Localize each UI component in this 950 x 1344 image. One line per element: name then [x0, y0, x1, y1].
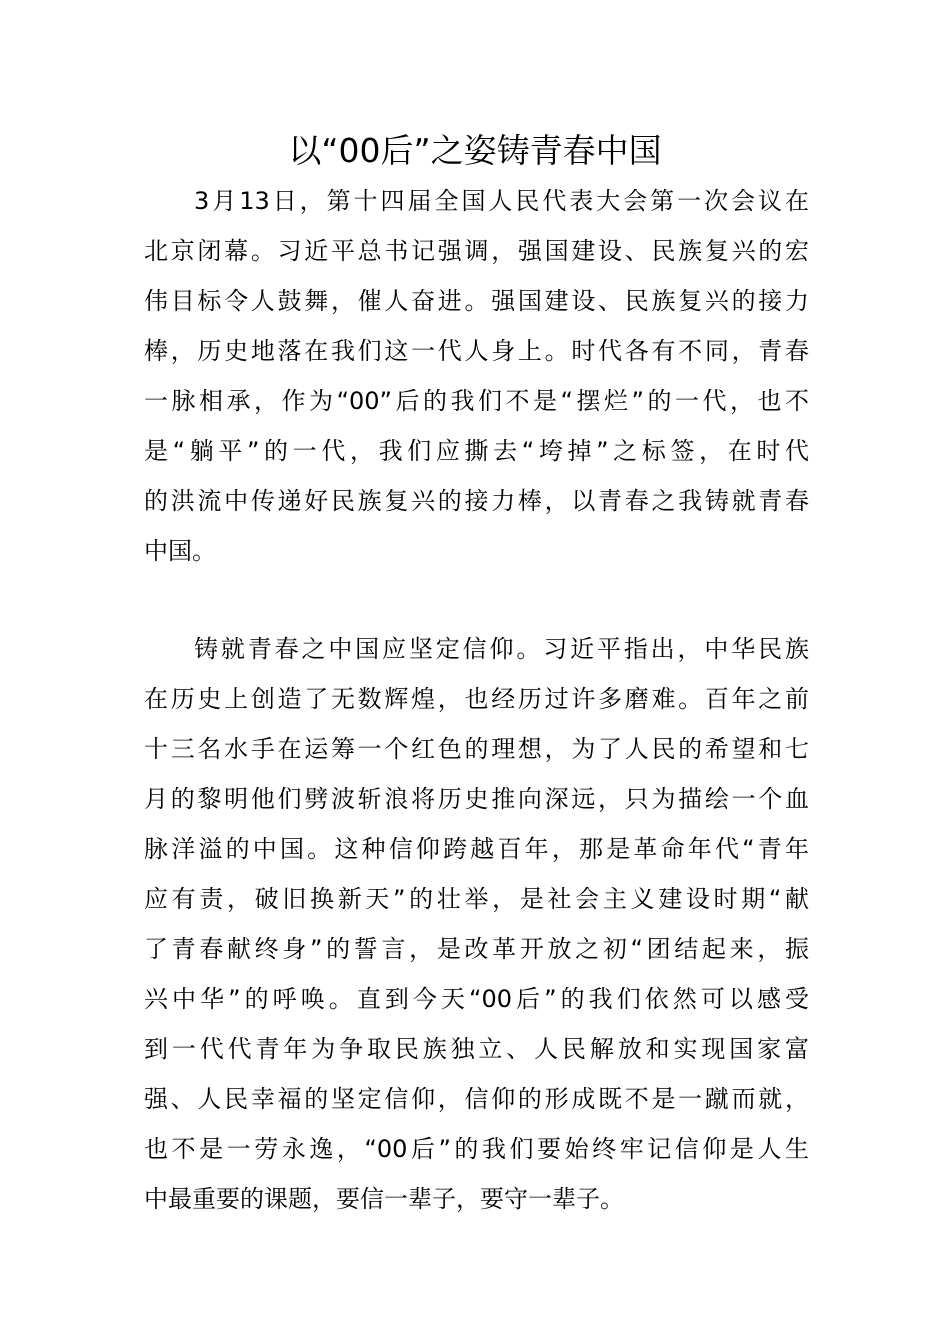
paragraph-line: 脉洋溢的中国。这种信仰跨越百年，那是革命年代“青年	[144, 835, 809, 863]
paragraph-line: 一脉相承，作为“00”后的我们不是“摆烂”的一代，也不	[144, 387, 809, 415]
paragraph-line: 中最重要的课题，要信一辈子，要守一辈子。	[144, 1185, 624, 1213]
paragraph-line: 月的黎明他们劈波斩浪将历史推向深远，只为描绘一个血	[144, 785, 809, 813]
paragraph-2	[144, 624, 809, 1224]
paragraph-line: 3月13日，第十四届全国人民代表大会第一次会议在	[194, 187, 809, 215]
paragraph-line: 兴中华”的呼唤。直到今天“00后”的我们依然可以感受	[144, 985, 809, 1013]
paragraph-line: 是“躺平”的一代，我们应撕去“垮掉”之标签，在时代	[144, 437, 809, 465]
paragraph-line: 强、人民幸福的坚定信仰，信仰的形成既不是一蹴而就，	[144, 1085, 809, 1113]
document-title: 以“00后”之姿铸青春中国	[288, 131, 662, 170]
paragraph-line: 中国。	[144, 537, 216, 565]
paragraph-line: 伟目标令人鼓舞，催人奋进。强国建设、民族复兴的接力	[144, 287, 809, 315]
paragraph-line: 了青春献终身”的誓言，是改革开放之初“团结起来，振	[144, 935, 809, 963]
paragraph-line: 棒，历史地落在我们这一代人身上。时代各有不同，青春	[144, 337, 809, 365]
paragraph-1	[144, 176, 809, 576]
paragraph-line: 十三名水手在运筹一个红色的理想，为了人民的希望和七	[144, 735, 809, 763]
paragraph-line: 应有责，破旧换新天”的壮举，是社会主义建设时期“献	[144, 885, 809, 913]
paragraph-line: 也不是一劳永逸，“00后”的我们要始终牢记信仰是人生	[144, 1135, 809, 1163]
paragraph-line: 铸就青春之中国应坚定信仰。习近平指出，中华民族	[194, 635, 809, 663]
paragraph-line: 在历史上创造了无数辉煌，也经历过许多磨难。百年之前	[144, 685, 809, 713]
paragraph-line: 的洪流中传递好民族复兴的接力棒，以青春之我铸就青春	[144, 487, 809, 515]
paragraph-line: 北京闭幕。习近平总书记强调，强国建设、民族复兴的宏	[144, 237, 809, 265]
paragraph-line: 到一代代青年为争取民族独立、人民解放和实现国家富	[144, 1035, 809, 1063]
